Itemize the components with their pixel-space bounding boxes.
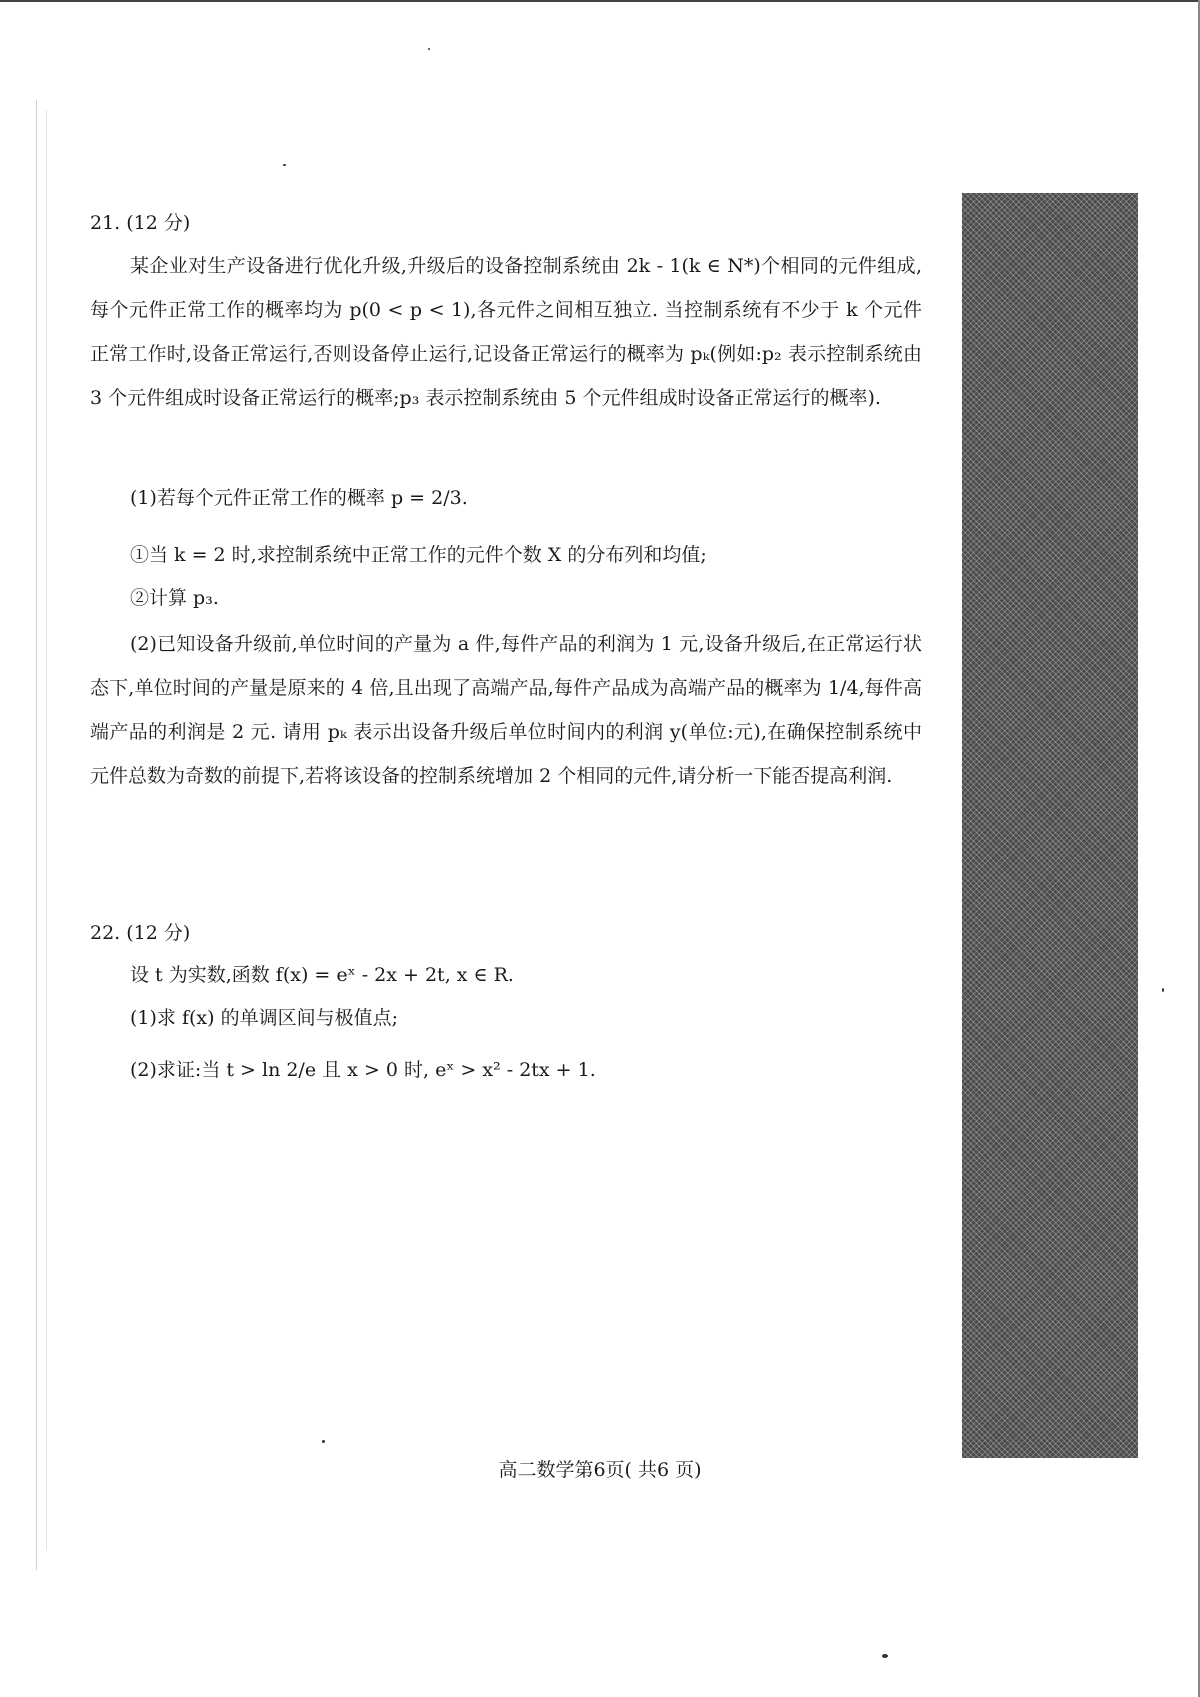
question-21-part-2: (2)已知设备升级前,单位时间的产量为 a 件,每件产品的利润为 1 元,设备升级后,在正常运行状态下,单位时间的产量是原来的 4 倍,且出现了高端产品,每件产品成为高端产品的概率为 1/4,每件高端产品的利润是 2 元. 请用 pₖ 表示出设备升级后单位时间内的利润 y(单位:元),在确保控制系统中元件总数为奇数的前提下,若将该设备的控制系统增加 2 个相同的元件,请分析一下能否提高利润. [90, 633, 922, 787]
question-21-heading: 21. (12 分) [90, 212, 191, 234]
gray-pattern-bar [962, 193, 1138, 1458]
scan-speck [428, 48, 430, 50]
scan-speck [283, 164, 286, 166]
page-edge [0, 0, 1200, 2]
scan-speck [322, 1440, 325, 1443]
question-21-part-1a: ①当 k = 2 时,求控制系统中正常工作的元件个数 X 的分布列和均值; [130, 544, 707, 566]
margin-line-inner [46, 110, 47, 1550]
margin-line [36, 100, 37, 1570]
question-21-part-1b: ②计算 p₃. [130, 587, 219, 609]
question-21-intro: 某企业对生产设备进行优化升级,升级后的设备控制系统由 2k - 1(k ∈ N*)个相同的元件组成,每个元件正常工作的概率均为 p(0 < p < 1),各元件之间相互独立. 当控制系统有不少于 k 个元件正常工作时,设备正常运行,否则设备停止运行,记设备正常运行的概率为 pₖ(例如:p₂ 表示控制系统由 3 个元件组成时设备正常运行的概率;p₃ 表示控制系统由 5 个元件组成时设备正常运行的概率). [90, 255, 922, 409]
page-footer: 高二数学第6页( 共6 页) [498, 1459, 702, 1481]
scan-speck [882, 1654, 888, 1658]
question-22-part-1: (1)求 f(x) 的单调区间与极值点; [130, 1007, 398, 1029]
question-21-part-1: (1)若每个元件正常工作的概率 p = 2/3. [130, 487, 468, 509]
question-22-stem: 设 t 为实数,函数 f(x) = eˣ - 2x + 2t, x ∈ R. [130, 964, 514, 986]
scan-speck [1162, 988, 1164, 992]
question-22-heading: 22. (12 分) [90, 922, 191, 944]
question-22-part-2: (2)求证:当 t > ln 2/e 且 x > 0 时, eˣ > x² - 2tx + 1. [130, 1059, 596, 1081]
